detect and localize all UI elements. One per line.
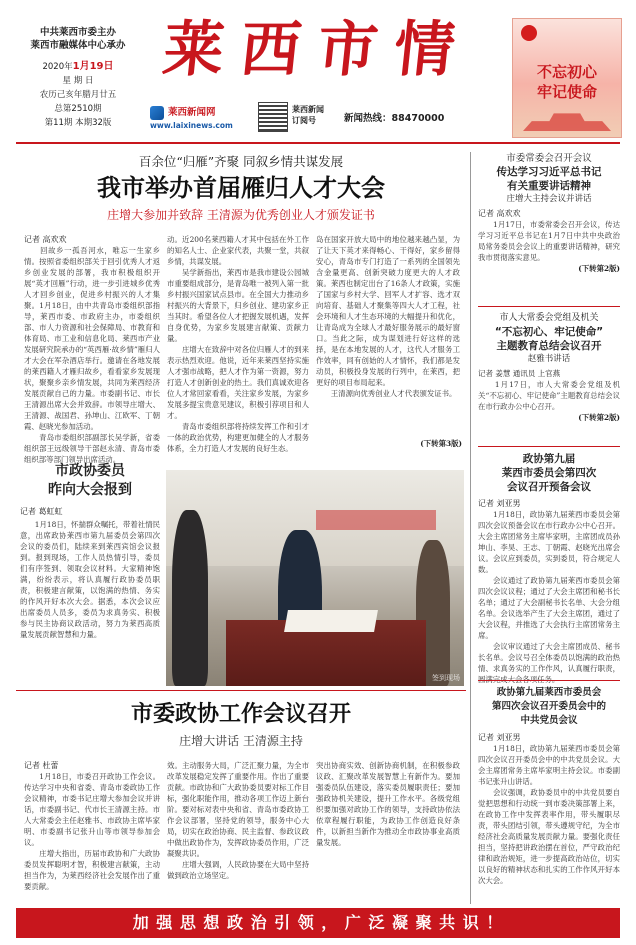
lunar-date: 农历己亥年腊月廿五 (39, 90, 117, 100)
right-story-2-body: 1月17日，市人大常委会党组及机关“不忘初心、牢记使命”主题教育总结会议在市行政办公中心召开。 (478, 380, 620, 411)
right-story-4-title-1: 政协第九届莱西市委员会 (496, 687, 602, 698)
footer-banner (16, 908, 620, 938)
right-rule-3 (478, 680, 620, 681)
app-label (292, 104, 324, 126)
conference-column-1: 1月18日，市委召开政协工作会议。传达学习中央和省委、青岛市委政协工作会议精神，市委书记庄增大参加会议并讲话，市委副书记、代市长王清源主持。市人大常委会主任赵雅书、市政协主席毕家明、市委副书记张升山等市领导参加会议。 庄增大指出，历届市政协和广大政协委员发挥聪明才智，积极建言献策，主动担当作为，为莱西经济社会发展作出了重要贡献。 (24, 772, 160, 891)
photo-banner (316, 510, 436, 530)
slogan-panel (512, 18, 622, 138)
sponsor-line-1: 中共莱西市委主办 (39, 27, 116, 38)
lead-kicker: 百余位“归雁”齐聚 同叙乡情共谋发展 (138, 154, 344, 169)
right-story-3-title-2: 莱西市委员会第四次 (501, 467, 597, 479)
issue-date (22, 60, 134, 74)
right-story-2-byline: 记者 姜慧 通讯员 上官燕 (478, 369, 561, 378)
right-story-3-title-1: 政协第九届 (522, 453, 576, 465)
issue-total: 总第2510期 (54, 104, 102, 114)
tiananmen-silhouette (523, 109, 611, 131)
right-story-1-title-2: 传达学习习近平总书记 (496, 166, 602, 178)
lead-column-1: 回故乡一孤吾河水，唯忘一生家乡情。按照省委组织部关于回引优秀人才返乡创业发展的部署，我市积极组织开展“英才回雁”行动，进一步引进城乡优秀人才回乡创业，促进乡村振兴的人才集聚。1月18日，由中共青岛市委组织部指导，莱西市委、市政府主办，市委组织部、市人力资源和社会保障局、市教育和体育局、市工业和信息化局、莱西市产业发展研究院承办的“英西雁·故乡情”雁归人才大会在军杂酒店举行。邀请在各地发展的莱西籍人才雁归故乡，看看家乡发展现状，聚聚乡亲乡情发展，共同为莱西经济发展贡献自己的力量。市委副书记、市长王清源出席大会并致辞。市领导庄增大、王清源、战国君、孙坤山、江欧军、丁朝霞、赵晓光参加活动。 青岛市委组织部副部长吴学新，省委组织部王远级领导干部赵永清、青岛市委组织部等部门领导出席活动。 (24, 246, 160, 464)
lead-column-2: 动。近200名莱西籍人才其中包括在外工作的知名人士、企业家代表，共聚一堂，共叙乡情，共谋发展。 吴学新指出，莱西市是我市建设公园城市重要组成部分，是青岛唯一被列入第一批乡村振兴国家试点县市。在全国大力推动乡村振兴的大背景下，归乡创业、建功家乡正当其时。希望各位人才把握发展机遇，发挥自身优势，为家乡发展建言献策、贡献力量。 庄增大在致辞中对各位归雁人才的到来表示热烈欢迎。他说，近年来莱西坚持实施人才强市战略，把人才作为第一资源，努力打造人才创新创业的热土。我们真诚欢迎各位人才常回家看看，关注家乡发展，为家乡发展多提宝贵意见建议，积极引荐项目和人才。 青岛市委组织部将持续发挥工作和引才一体的政治优势，构建更加健全的人才服务体系，全力打造人才发展的良好生态。 (167, 235, 309, 453)
right-rule-1 (478, 306, 620, 307)
right-story-3-body: 1月18日，政协第九届莱西市委员会第四次会议预备会议在市行政办公中心召开。大会主席团常务主席毕家明，主席团成员孙坤山、李昊、王志、丁朝霞、赵晓光出席会议。会议应到委员，实到委员，符合规定人数。 会议通过了政协第九届莱西市委员会第四次会议议程；通过了大会主席团和秘书长名单；通过了大会副秘书长名单、大会分组名单。会议选举产生了大会主席团，通过了大会议程，并推选了大会执行主席团常务主席。 会议审议通过了大会主席团成员、秘书长名单。会议号召全体委员以饱满的政治热情、求真务实的工作作风，认真履行职责， (478, 510, 620, 673)
qr-code (258, 102, 288, 132)
right-story-1-sub: 庄增大主持会议并讲话 (506, 194, 592, 204)
right-story-1 (478, 152, 620, 274)
right-story-2-title-2: “不忘初心、牢记使命” (494, 326, 604, 338)
lead-column-3: 岛在国家开放大局中的地位越来越凸显，为了让天下英才来得畅心、干得好，家乡留得安心，青岛市专门打造了一系列的全国领先含金量更高、创新突破力度更大的人才政策。莱西也制定出台了16条人才政策，实施了国家与乡村大学、回军人才扩容、选才双向培育、基础人才聚集等四大人才工程，社会环境和人才生态环境的大幅提升和优化，让青岛成为全球人才最好服务展示的最好窗口。当此之际，成为谋划进行好这样的选择，是在本地发展的人才，这代人才服务工作效率，同有创始的人才情怀，我们都是发动员，积极投身发展的行列中，在莱西，把更好的项目布局起来。 王清源向优秀创业人才代表颁发证书。 (316, 235, 460, 398)
lead-headline: 我市举办首届雁归人才大会 (97, 174, 385, 202)
masthead-rule (16, 142, 620, 144)
masthead-title: 莱 西 市 情 (159, 15, 457, 85)
cppcc-arrive-byline: 记者 葛虹虹 (20, 507, 63, 516)
slogan-line-1: 不忘初心 (536, 63, 597, 81)
right-story-3-byline: 记者 刘亚男 (478, 499, 521, 508)
registration-photo (166, 470, 464, 686)
right-story-1-title-3: 有关重要讲话精神 (507, 180, 591, 192)
site-name: 莱西新闻网 (168, 107, 216, 118)
right-story-2-sub: 赵雅书讲话 (527, 354, 571, 364)
right-story-4-title-2: 第四次会议召开委员会中的 (491, 701, 606, 712)
right-story-3 (478, 452, 620, 685)
right-story-2-title-3: 主题教育总结会议召开 (496, 340, 602, 352)
person-left (172, 510, 208, 686)
cppcc-arrive-headline-1: 市政协委员 (55, 463, 125, 479)
right-story-1-title-1: 市委常委会召开会议 (506, 153, 592, 164)
lead-subhead: 庄增大参加并致辞 王清源为优秀创业人才颁发证书 (107, 208, 375, 222)
cppcc-arrive-body: 1月18日，怀揣群众嘱托，带着社情民意，出席政协莱西市第九届委员会第四次会议的委员们，陆续来到莱西宾馆会议报到。报到现场，工作人员热情引导，委员们有序签到、领取会议材料。大家精神饱满，纷纷表示，将认真履行政协委员职责，积极建言献策，以饱满的热情、务实的作风开好本次大会。据悉，本次会议应出席委员人员多，委员为求真务实、积极参与民主协商议政活动，努力为莱西高质量发展贡献智慧和力量。 (20, 520, 160, 639)
conference-headline: 市委政协工作会议召开 (130, 702, 351, 727)
footer-slogan: 加 强 思 想 政 治 引 领 ， 广 泛 凝 聚 共 识 ！ (132, 913, 504, 932)
date-year: 2020年 (42, 62, 73, 72)
right-story-4-byline: 记者 刘亚男 (478, 733, 521, 742)
photo-caption: 签到现场 (432, 674, 460, 682)
news-hotline: 新闻热线：88470000 (344, 113, 445, 124)
conference-column-2: 效。主动服务大局，广泛汇聚力量，为全市改革发展稳定发挥了重要作用。作出了重要贡献。市政协和广大政协委员要对标工作目标，强化职能作用，推动各项工作迈上新台阶。要对标对表中央和省、青岛市委政协工作会议部署，坚持党的领导，服务中心大局，切实在政治协商、民主监督、参政议政中做出政协作为，发挥政协委员作用，广泛凝聚共识。 庄增大强调，人民政协要在大局中坚持做到政治立场坚定。 (167, 761, 309, 880)
issue-info: 第11期 本期32版 (44, 118, 112, 128)
news-site-logo (150, 104, 250, 132)
right-story-3-title-3: 会议召开预备会议 (507, 481, 591, 493)
conference-byline: 记者 杜蕾 (24, 761, 59, 770)
lead-byline: 记者 高欢欢 (24, 235, 67, 244)
right-story-2 (478, 312, 620, 423)
date-block (22, 60, 134, 130)
right-story-2-title-1: 市人大常委会党组及机关 (499, 313, 599, 323)
party-emblem-icon (521, 25, 537, 41)
conference-rule (16, 690, 466, 691)
lead-continued: (下转第3版) (420, 439, 462, 448)
right-story-4-title-3: 中共党员会议 (520, 715, 578, 726)
weekday: 星 期 日 (62, 76, 94, 86)
date-month-day: 1月19日 (72, 61, 114, 72)
cppcc-arrive-box (20, 462, 160, 682)
site-url: www.laixinews.com (150, 121, 233, 130)
right-story-4 (478, 686, 620, 895)
column-divider (470, 152, 471, 904)
slogan-line-2: 牢记使命 (536, 83, 597, 101)
right-story-1-byline: 记者 高欢欢 (478, 209, 521, 218)
conference-subhead: 庄增大讲话 王清源主持 (179, 734, 303, 748)
app-label-line-2: 订阅号 (292, 116, 316, 125)
conference-column-3: 突出协商实效、创新协商机制，在积极参政议政、汇聚改革发展智慧上有新作为。要加强委员队伍建设，落实委员履职责任；要加强政协机关建设，提升工作水平。各级党组织要加强对政协工作的领导，支持政协依法依章程履行职能，为政协工作创造良好条件，以新担当新作为推动全市政协事业高质量发展。 (316, 761, 460, 847)
sponsor-line-2: 莱西市融媒体中心承办 (30, 40, 126, 51)
sign-in-sheet (284, 610, 378, 632)
app-label-line-1: 莱西新闻 (292, 105, 324, 114)
site-logo-icon (150, 106, 164, 120)
cppcc-arrive-headline-2: 昨向大会报到 (48, 482, 132, 498)
right-story-2-continued: (下转第2版) (578, 413, 620, 422)
right-story-1-body: 1月17日，市委常委会召开会议，传达学习习近平总书记在1月7日中共中央政治局常务委员会会议上的重要讲话精神，研究我市贯彻落实意见。 (478, 220, 620, 262)
right-rule-2 (478, 446, 620, 447)
right-story-4-body: 1月18日，政协第九届莱西市委员会第四次会议召开委员会中的中共党员会议。大会主席团常务主席毕家明主持会议。市委副书记张升山讲话。 会议强调，政协委员中的中共党员要自觉把思想和行动统一到市委决策部署上来，在政协工作中发挥表率作用，带头履职尽责，带头团结引领，带头遵规守纪，为全市经济社会高质量发展贡献力量。要强化责任担当，坚持把讲政治摆在首位，严守政治纪律和政治规矩，进一步提高政治站位，切实以良好的精神状态和扎实的工作作风开好本次大会。 (478, 744, 620, 885)
sponsor-block (18, 26, 138, 52)
right-story-1-continued: (下转第2版) (578, 264, 620, 273)
